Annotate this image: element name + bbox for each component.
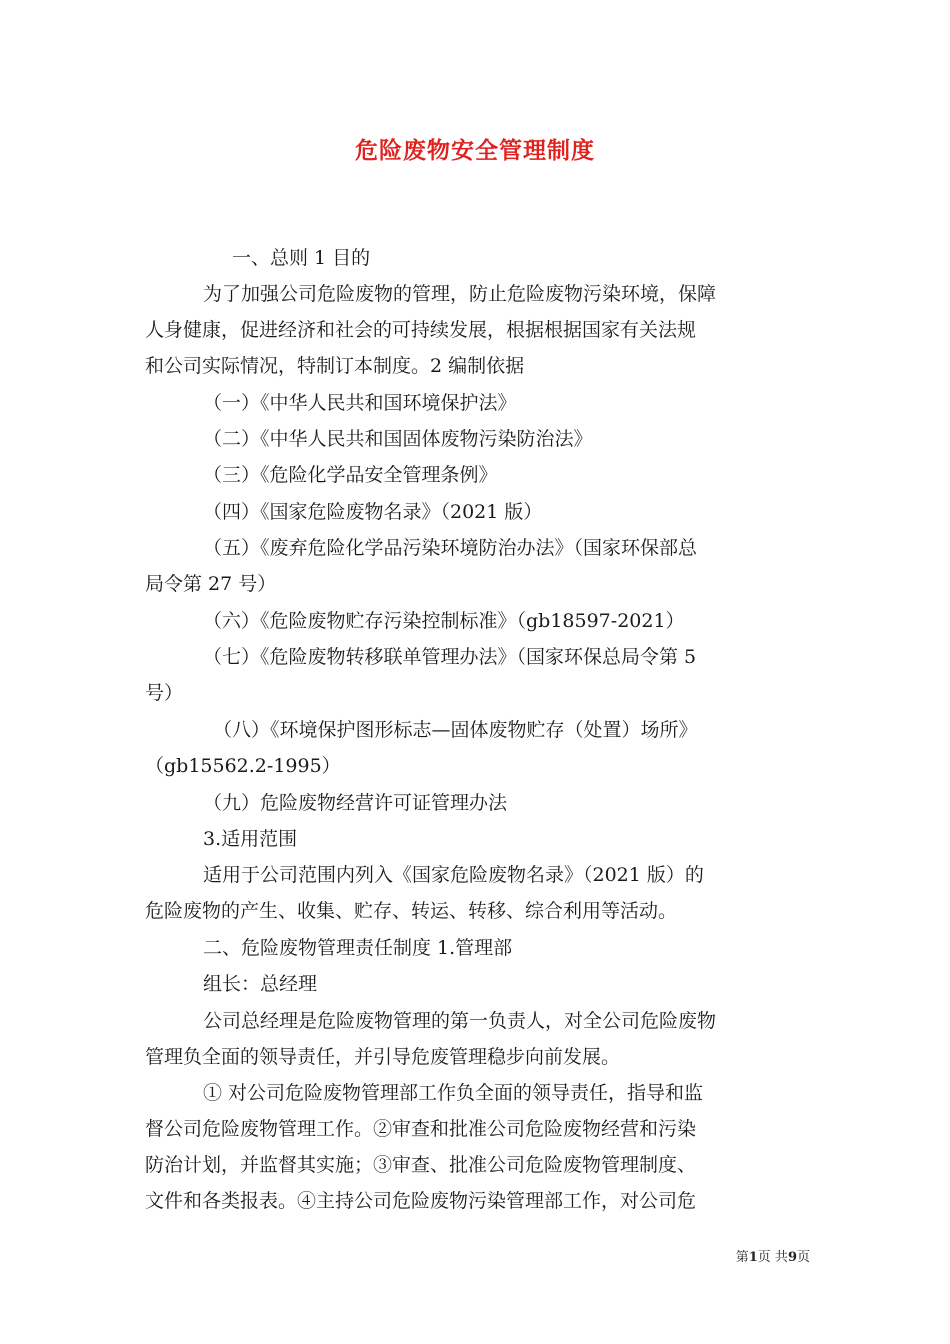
document-title: 危险废物安全管理制度 (355, 137, 595, 164)
text-line: （一）《中华人民共和国环境保护法》 (203, 392, 517, 414)
footer-mid: 页 共 (757, 1250, 788, 1265)
paragraph-responsibility (145, 1003, 815, 1075)
text-line: （gb15562.2-1995） (145, 755, 341, 777)
list-item (145, 639, 815, 711)
section-heading (145, 821, 815, 857)
text-line: （五）《废弃危险化学品污染环境防治办法》（国家环保部总 (203, 537, 698, 559)
text-line: 文件和各类报表。④主持公司危险废物污染管理部工作，对公司危 (145, 1190, 697, 1212)
text-line: （八）《环境保护图形标志—固体废物贮存（处置）场所》 (213, 719, 698, 741)
text-line: 危险废物的产生、收集、贮存、转运、转移、综合利用等活动。 (145, 900, 678, 922)
text-line: 3.适用范围 (203, 828, 298, 850)
text-line: （三）《危险化学品安全管理条例》 (203, 464, 498, 486)
text-line: ① 对公司危险废物管理部工作负全面的领导责任，指导和监 (203, 1082, 704, 1104)
paragraph-duties (145, 1075, 815, 1219)
footer-page-total: 9 (787, 1250, 797, 1265)
text-line: 督公司危险废物管理工作。②审查和批准公司危险废物经营和污染 (145, 1118, 697, 1140)
list-item (145, 457, 815, 493)
section-heading (145, 240, 815, 276)
text-line: （二）《中华人民共和国固体废物污染防治法》 (203, 428, 593, 450)
text-line: 防治计划，并监督其实施；③审查、批准公司危险废物管理制度、 (145, 1154, 697, 1176)
list-item (145, 494, 815, 530)
text-line: 号） (145, 682, 184, 704)
text-line: 公司总经理是危险废物管理的第一负责人，对全公司危险废物 (203, 1010, 717, 1032)
list-item (145, 421, 815, 457)
text-line: 和公司实际情况，特制订本制度。2 编制依据 (145, 355, 525, 377)
list-item (145, 385, 815, 421)
text-line: （六）《危险废物贮存污染控制标准》（gb18597-2021） (203, 610, 685, 632)
paragraph-scope (145, 857, 815, 929)
footer-page-number: 1 (748, 1250, 758, 1265)
text-line: 一、总则 1 目的 (232, 247, 371, 269)
list-item (145, 530, 815, 602)
list-item (145, 785, 815, 821)
list-item (145, 603, 815, 639)
section-heading (145, 930, 815, 966)
footer-suffix: 页 (796, 1250, 810, 1265)
footer-prefix: 第 (735, 1250, 749, 1265)
text-line: （四）《国家危险废物名录》（2021 版） (203, 501, 543, 523)
list-item (145, 712, 815, 784)
page-footer (690, 1246, 810, 1265)
text-line: 适用于公司范围内列入《国家危险废物名录》（2021 版）的 (203, 864, 704, 886)
text-line: 二、危险废物管理责任制度 1.管理部 (203, 937, 513, 959)
text-line: 人身健康，促进经济和社会的可持续发展，根据根据国家有关法规 (145, 319, 697, 341)
paragraph-leader (145, 966, 815, 1002)
text-line: 组长：总经理 (203, 973, 318, 995)
text-line: 为了加强公司危险废物的管理，防止危险废物污染环境，保障 (203, 283, 717, 305)
text-line: 局令第 27 号） (145, 573, 277, 595)
paragraph-purpose (145, 276, 815, 384)
text-line: （七）《危险废物转移联单管理办法》（国家环保总局令第 5 (203, 646, 697, 668)
text-line: （九）危险废物经营许可证管理办法 (203, 792, 508, 814)
text-line: 管理负全面的领导责任，并引导危废管理稳步向前发展。 (145, 1046, 621, 1068)
